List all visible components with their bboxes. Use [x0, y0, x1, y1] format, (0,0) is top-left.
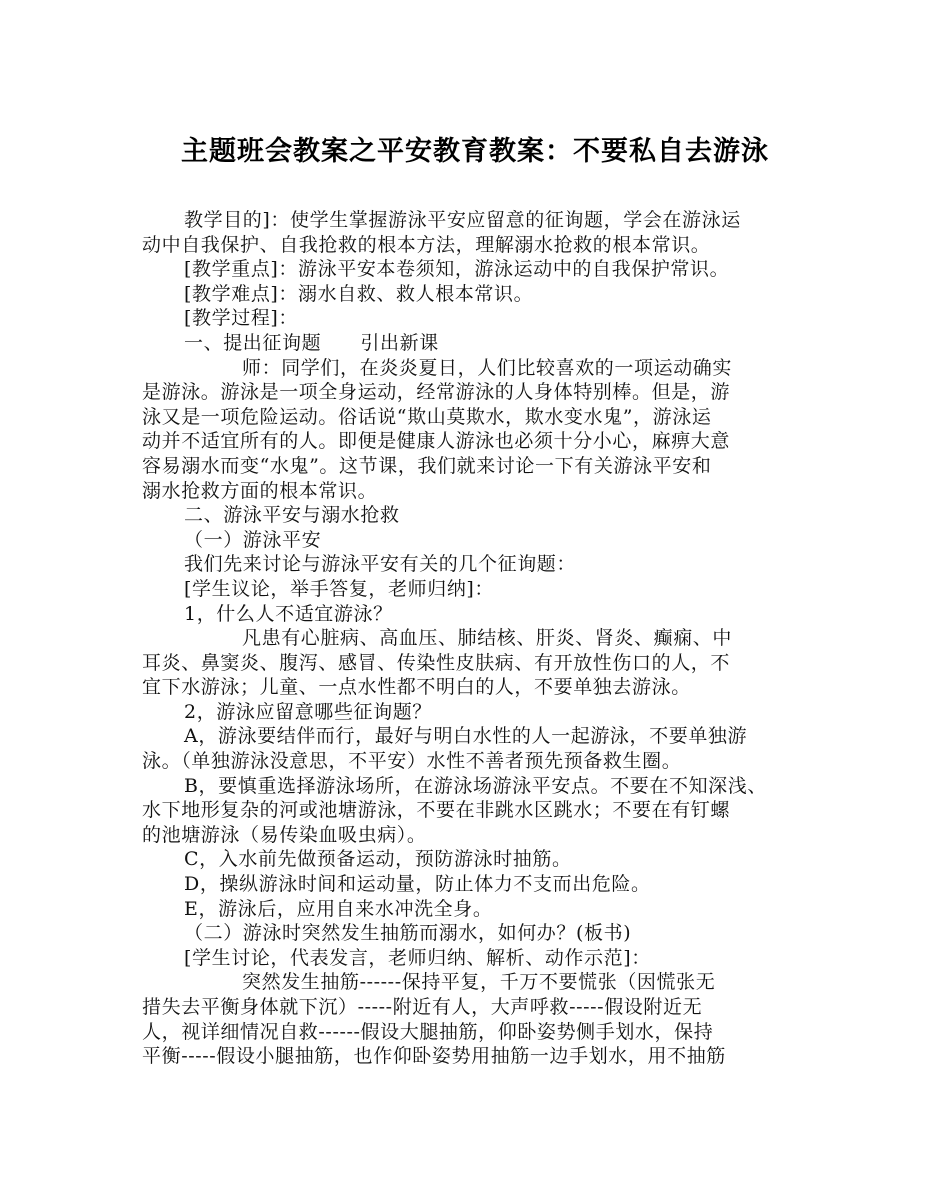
text-line: 耳炎、鼻窦炎、腹泻、感冒、传染性皮肤病、有开放性伤口的人，不 — [142, 651, 731, 674]
text-line: （一）游泳平安 — [184, 528, 322, 551]
text-line: B，要慎重选择游泳场所，在游泳场游泳平安点。不要在不知深浅、 — [184, 774, 767, 797]
text-line: [教学难点]：溺水自救、救人根本常识。 — [184, 282, 534, 305]
text-line: 教学目的]：使学生掌握游泳平安应留意的征询题，学会在游泳运 — [184, 209, 741, 231]
document-body — [142, 208, 822, 1069]
text-line: 1，什么人不适宜游泳？ — [184, 602, 393, 625]
text-line: [学生讨论，代表发言，老师归纳、解析、动作示范]： — [184, 946, 651, 969]
text-line: 一、提出征询题 引出新课 — [184, 331, 439, 354]
text-line: 泳。（单独游泳没意思，不平安）水性不善者预先预备救生圈。 — [142, 750, 682, 773]
text-line: 我们先来讨论与游泳平安有关的几个征询题： — [184, 553, 577, 576]
text-line: [教学过程]： — [184, 307, 299, 330]
text-line: E，游泳后，应用自来水冲洗全身。 — [184, 897, 493, 920]
text-line: [学生议论，举手答复，老师归纳]： — [184, 577, 495, 600]
text-line: [教学重点]：游泳平安本卷须知，游泳运动中的自我保护常识。 — [184, 258, 730, 281]
text-line: 是游泳。游泳是一项全身运动，经常游泳的人身体特别棒。但是，游 — [142, 381, 731, 404]
text-line: 动中自我保护、自我抢救的根本方法，理解溺水抢救的根本常识。 — [142, 233, 711, 256]
text-line: 师：同学们，在炎炎夏日，人们比较喜欢的一项运动确实 — [242, 356, 733, 379]
text-line: A，游泳要结伴而行，最好与明白水性的人一起游泳，不要单独游 — [184, 725, 748, 748]
text-line: 措失去平衡身体就下沉）-----附近有人，大声呼救-----假设附近无 — [142, 996, 703, 1018]
text-line: 水下地形复杂的河或池塘游泳，不要在非跳水区跳水；不要在有钉螺 — [142, 799, 731, 822]
text-line: 溺水抢救方面的根本常识。 — [142, 479, 378, 502]
text-line: 的池塘游泳（易传染血吸虫病）。 — [142, 823, 427, 846]
text-line: （二）游泳时突然发生抽筋而溺水，如何办？(板书) — [184, 922, 632, 945]
text-line: 二、游泳平安与溺水抢救 — [184, 504, 400, 527]
text-line: 2，游泳应留意哪些征询题？ — [184, 700, 432, 723]
document-title: 主题班会教案之平安教育教案：不要私自去游泳 — [181, 136, 769, 167]
text-line: 宜下水游泳；儿童、一点水性都不明白的人，不要单独去游泳。 — [142, 676, 691, 699]
text-line: 突然发生抽筋------保持平复，千万不要慌张（因慌张无 — [242, 971, 716, 994]
text-line: 平衡-----假设小腿抽筋，也作仰卧姿势用抽筋一边手划水，用不抽筋 — [142, 1045, 726, 1068]
text-line: 泳又是一项危险运动。俗话说“欺山莫欺水，欺水变水鬼”，游泳运 — [142, 405, 712, 428]
text-line: 容易溺水而变“水鬼”。这节课，我们就来讨论一下有关游泳平安和 — [142, 454, 712, 477]
text-line: 凡患有心脏病、高血压、肺结核、肝炎、肾炎、癫痫、中 — [242, 627, 733, 650]
text-line: C，入水前先做预备运动，预防游泳时抽筋。 — [184, 848, 572, 871]
text-line: 人，视详细情况自救------假设大腿抽筋，仰卧姿势侧手划水，保持 — [142, 1020, 714, 1043]
text-line: 动并不适宜所有的人。即便是健康人游泳也必须十分小心，麻痹大意 — [142, 430, 731, 453]
text-line: D，操纵游泳时间和运动量，防止体力不支而出危险。 — [184, 873, 651, 896]
